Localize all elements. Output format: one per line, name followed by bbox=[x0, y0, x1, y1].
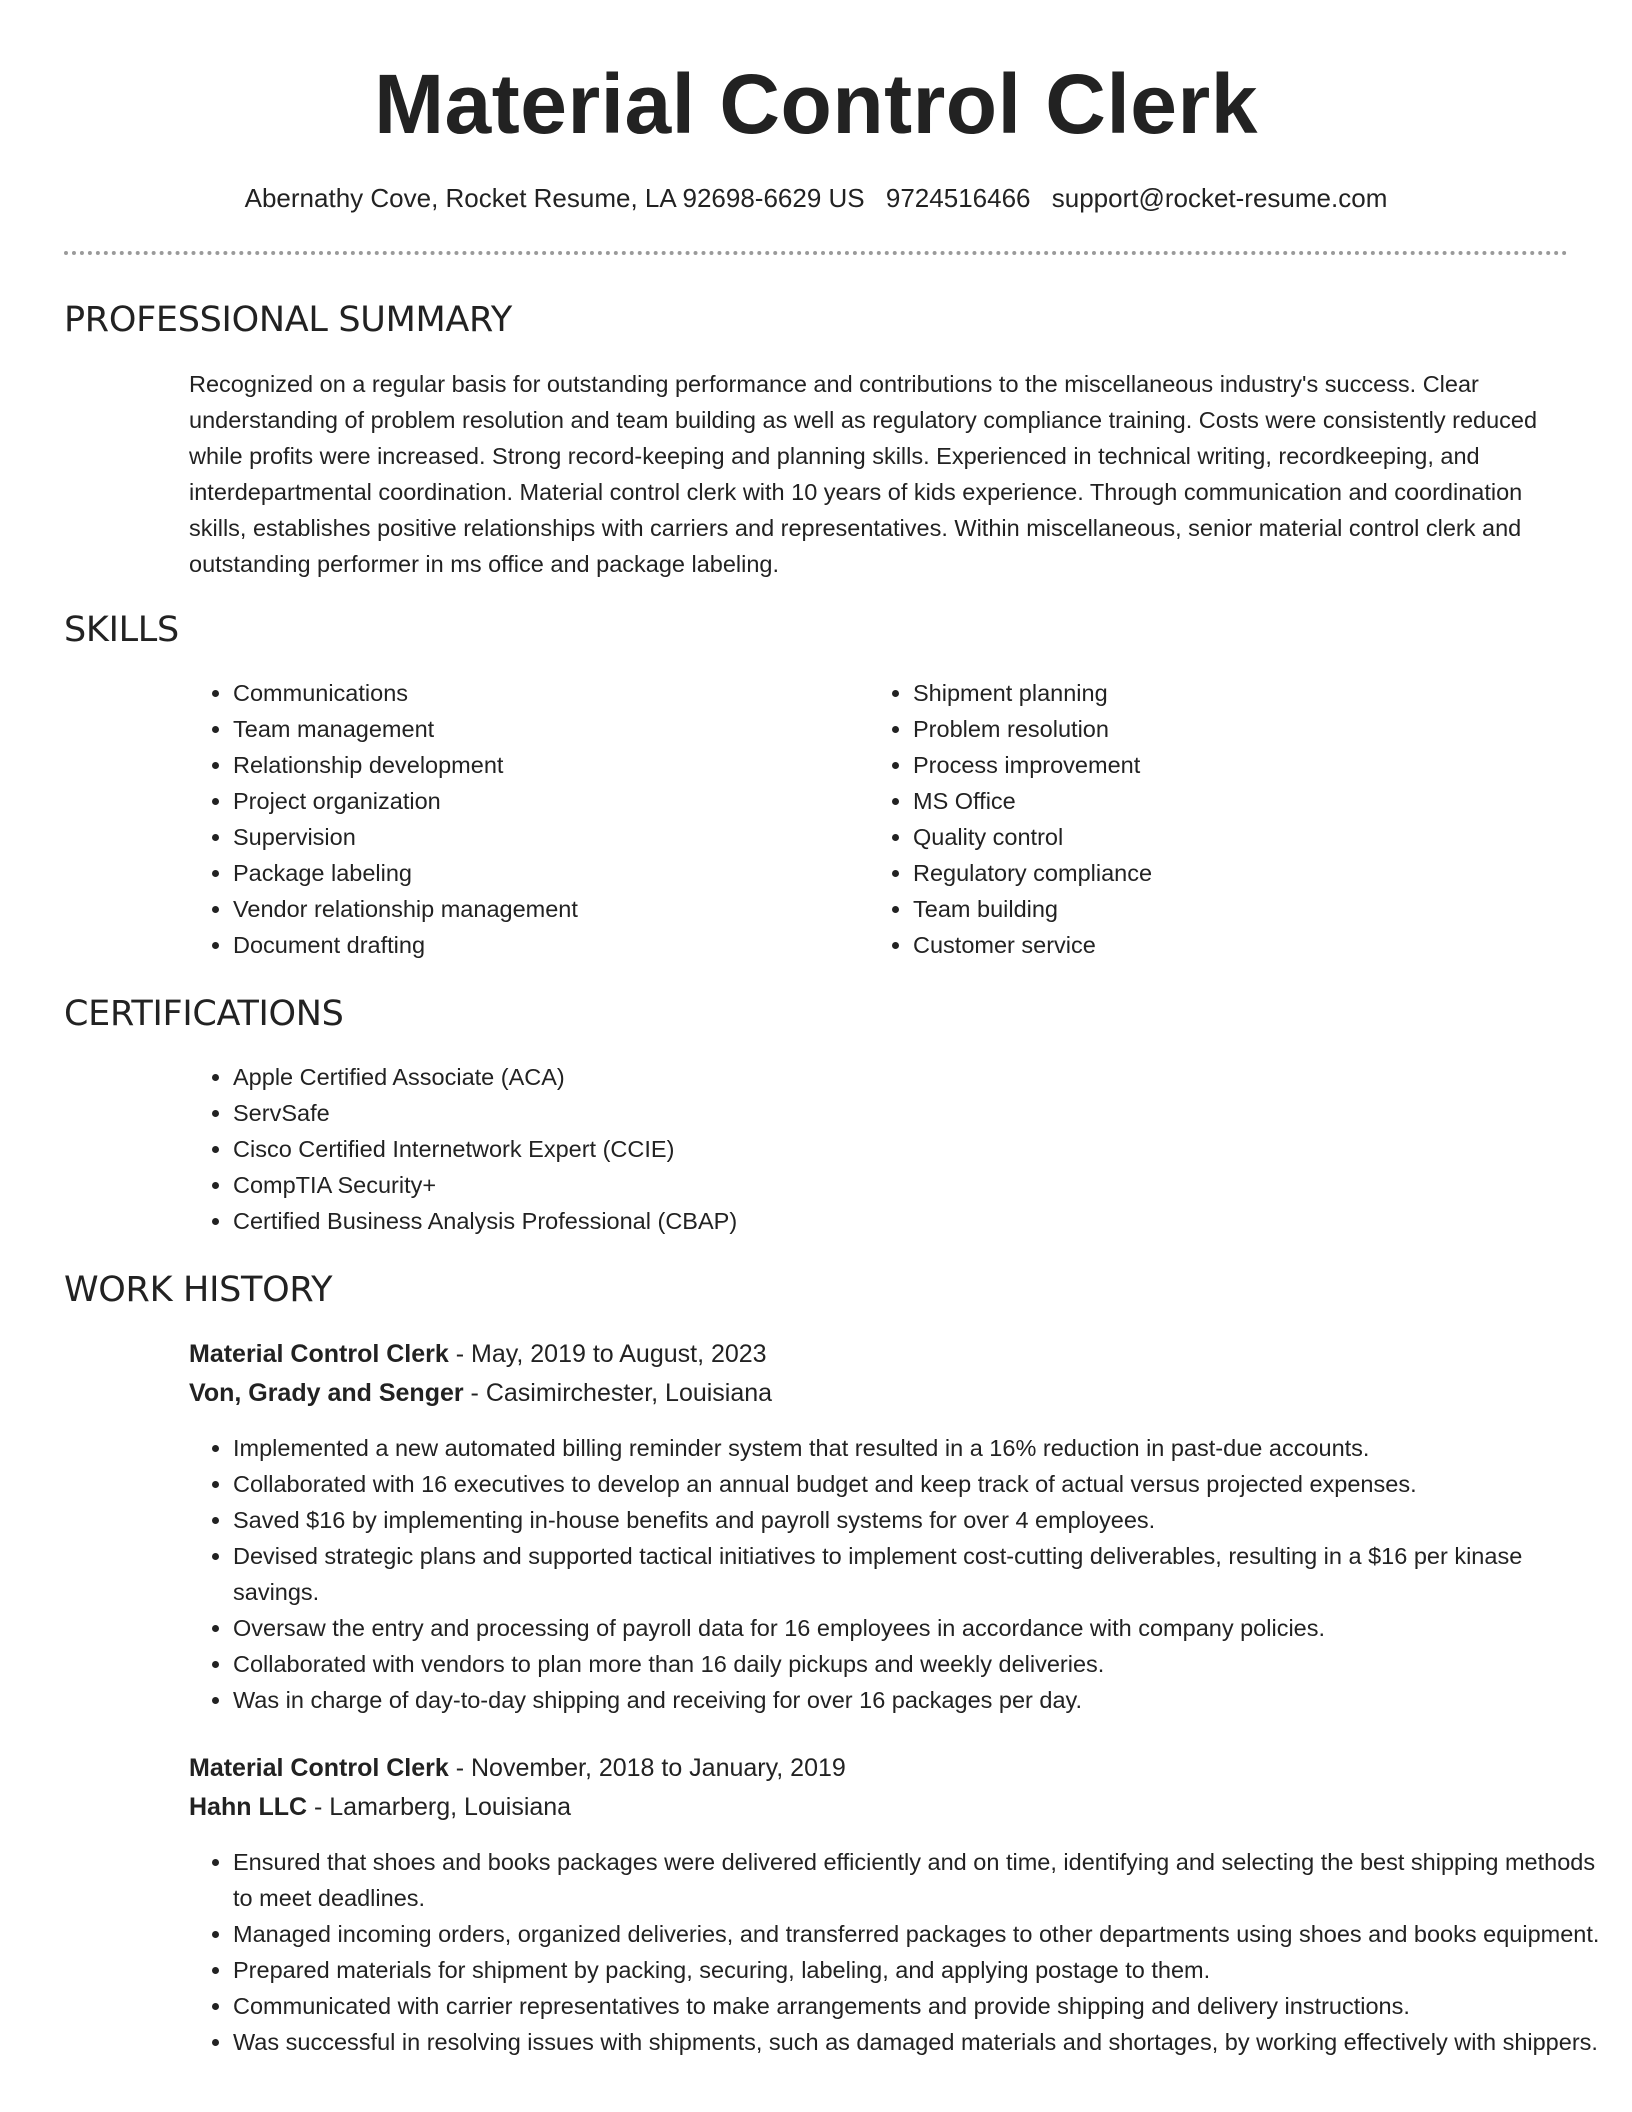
job-bullets bbox=[189, 1430, 1613, 1718]
contact-line bbox=[0, 180, 1632, 216]
skills-heading: SKILLS bbox=[64, 610, 179, 650]
list-item: • Team management bbox=[233, 711, 833, 747]
job-title-line bbox=[189, 1335, 767, 1373]
job-location: - Casimirchester, Louisiana bbox=[463, 1379, 773, 1407]
list-item: • Devised strategic plans and supported tactical initiatives to implement cost-cutting deliverables, resulting in a $16 per kinase savings. bbox=[233, 1538, 1613, 1610]
list-item: • Relationship development bbox=[233, 747, 833, 783]
certifications-list bbox=[189, 1059, 1533, 1239]
skills-list-right bbox=[869, 675, 1563, 963]
list-item: • Collaborated with 16 executives to develop an annual budget and keep track of actual versus projected expenses. bbox=[233, 1466, 1613, 1502]
list-item: • Was in charge of day-to-day shipping and receiving for over 16 packages per day. bbox=[233, 1682, 1613, 1718]
job-role: Material Control Clerk bbox=[189, 1754, 449, 1782]
list-item: • Document drafting bbox=[233, 927, 833, 963]
list-item: • Process improvement bbox=[913, 747, 1563, 783]
list-item: • Apple Certified Associate (ACA) bbox=[233, 1059, 1533, 1095]
list-item: • Certified Business Analysis Professional (CBAP) bbox=[233, 1203, 1533, 1239]
list-item: • Team building bbox=[913, 891, 1563, 927]
list-item: • Customer service bbox=[913, 927, 1563, 963]
job-company-line bbox=[189, 1374, 772, 1412]
list-item: • Communications bbox=[233, 675, 833, 711]
list-item: • Saved $16 by implementing in-house benefits and payroll systems for over 4 employees. bbox=[233, 1502, 1613, 1538]
job-location: - Lamarberg, Louisiana bbox=[307, 1793, 572, 1821]
list-item: • Problem resolution bbox=[913, 711, 1563, 747]
contact-address: Abernathy Cove, Rocket Resume, LA 92698-6629 US bbox=[244, 183, 865, 213]
certifications-heading: CERTIFICATIONS bbox=[64, 994, 344, 1034]
list-item: • Collaborated with vendors to plan more than 16 daily pickups and weekly deliveries. bbox=[233, 1646, 1613, 1682]
list-item: • Communicated with carrier representatives to make arrangements and provide shipping and delivery instructions. bbox=[233, 1988, 1613, 2024]
list-item: • Project organization bbox=[233, 783, 833, 819]
list-item: • Oversaw the entry and processing of payroll data for 16 employees in accordance with company policies. bbox=[233, 1610, 1613, 1646]
summary-text: Recognized on a regular basis for outstanding performance and contributions to the miscellaneous industry's success. Clear understanding of problem resolution and team building as well as regulatory compliance training. Costs were consistently reduced while profits were increased. Strong record-keeping and planning skills. Experienced in technical writing, recordkeeping, and interdepartmental coordination. Material control clerk with 10 years of kids experience. Through communication and coordination skills, establishes positive relationships with carriers and representatives. Within miscellaneous, senior material control clerk and outstanding performer in ms office and package labeling. bbox=[189, 371, 1538, 577]
list-item: • Ensured that shoes and books packages were delivered efficiently and on time, identifying and selecting the best shipping methods to meet deadlines. bbox=[233, 1844, 1613, 1916]
list-item: • Package labeling bbox=[233, 855, 833, 891]
job-company: Hahn LLC bbox=[189, 1793, 308, 1821]
job-role: Material Control Clerk bbox=[189, 1340, 449, 1368]
work-history-heading: WORK HISTORY bbox=[64, 1270, 333, 1310]
list-item: • Shipment planning bbox=[913, 675, 1563, 711]
list-item: • Quality control bbox=[913, 819, 1563, 855]
list-item: • Managed incoming orders, organized deliveries, and transferred packages to other departments using shoes and books equipment. bbox=[233, 1916, 1613, 1952]
list-item: • ServSafe bbox=[233, 1095, 1533, 1131]
list-item: • Vendor relationship management bbox=[233, 891, 833, 927]
job-dates: - May, 2019 to August, 2023 bbox=[448, 1340, 767, 1368]
list-item: • Supervision bbox=[233, 819, 833, 855]
list-item: • Regulatory compliance bbox=[913, 855, 1563, 891]
skills-list-left bbox=[189, 675, 833, 963]
list-item: • Implemented a new automated billing reminder system that resulted in a 16% reduction in past-due accounts. bbox=[233, 1430, 1613, 1466]
summary-heading: PROFESSIONAL SUMMARY bbox=[64, 300, 512, 340]
job-company: Von, Grady and Senger bbox=[189, 1379, 464, 1407]
list-item: • Prepared materials for shipment by packing, securing, labeling, and applying postage to them. bbox=[233, 1952, 1613, 1988]
list-item: • Cisco Certified Internetwork Expert (CCIE) bbox=[233, 1131, 1533, 1167]
job-dates: - November, 2018 to January, 2019 bbox=[448, 1754, 846, 1782]
contact-phone: 9724516466 bbox=[885, 183, 1031, 213]
job-bullets bbox=[189, 1844, 1613, 2060]
contact-email: support@rocket-resume.com bbox=[1051, 183, 1388, 213]
candidate-name: Material Control Clerk bbox=[374, 57, 1258, 151]
header-divider bbox=[64, 251, 1568, 255]
job-company-line bbox=[189, 1788, 571, 1826]
list-item: • MS Office bbox=[913, 783, 1563, 819]
list-item: • Was successful in resolving issues with shipments, such as damaged materials and shortages, by working effectively with shippers. bbox=[233, 2024, 1613, 2060]
list-item: • CompTIA Security+ bbox=[233, 1167, 1533, 1203]
job-title-line bbox=[189, 1749, 846, 1787]
